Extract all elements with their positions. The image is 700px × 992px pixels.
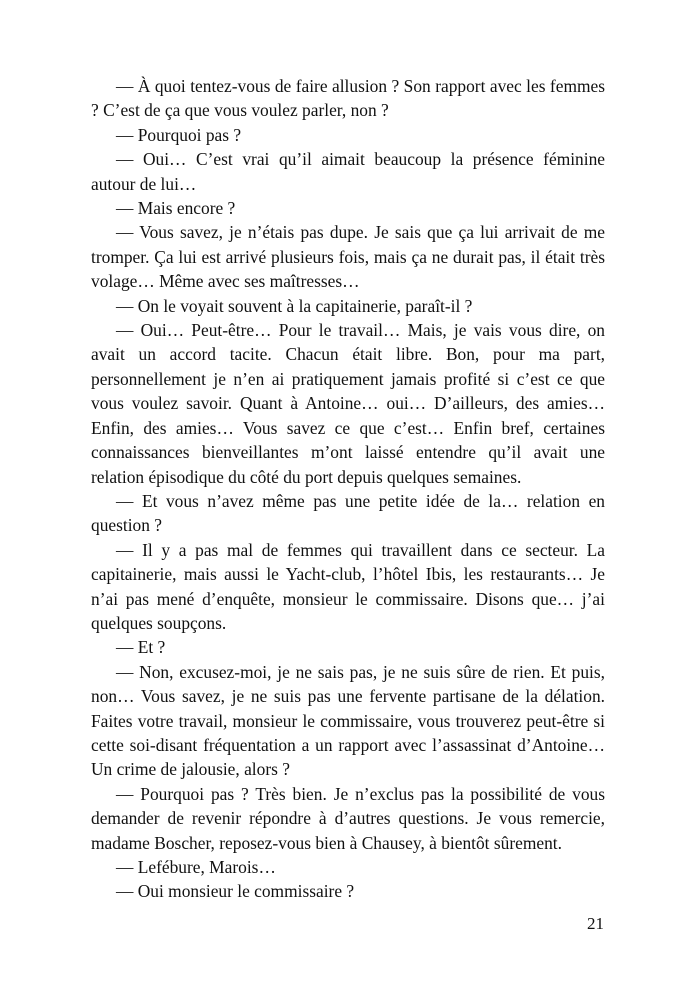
dialogue-paragraph-4: — Mais encore ? [116,198,236,219]
dialogue-paragraph-11: — Non, excusez-moi, je ne sais pas, je ne suis sûre de rien. Et puis, non… Vous savez, je ne suis pas une fervente partisane de la délation. Faites votre travail, monsieur le commissaire, vous trouverez peut-être si cette soi-disant fréquentation a un rapport avec l’assassinat d’Antoine… Un crime de jalousie, alors ? [91,661,605,780]
dialogue-paragraph-8: — Et vous n’avez même pas une petite idée de la… relation en question ? [91,490,605,536]
dialogue-paragraph-13: — Lefébure, Marois… [116,857,276,877]
dialogue-paragraph-2: — Pourquoi pas ? [116,124,242,145]
dialogue-paragraph-12: — Pourquoi pas ? Très bien. Je n’exclus pas la possibilité de vous demander de revenir répondre à d’autres questions. Je vous remercie, madame Boscher, reposez-vous bien à Chausey, à bientôt sûrement. [91,783,605,853]
page-number: 21 [587,914,604,933]
body-text [91,74,605,904]
dialogue-paragraph-10: — Et ? [116,637,166,658]
dialogue-paragraph-6: — On le voyait souvent à la capitainerie, paraît-il ? [116,295,473,316]
dialogue-paragraph-14: — Oui monsieur le commissaire ? [116,881,355,902]
dialogue-paragraph-3: — Oui… C’est vrai qu’il aimait beaucoup la présence féminine autour de lui… [91,149,605,194]
dialogue-paragraph-7: — Oui… Peut-être… Pour le travail… Mais, je vais vous dire, on avait un accord tacite. Chacun était libre. Bon, pour ma part, personnellement je n’en ai pratiquement jamais profité si c’est ce que vous voulez savoir. Quant à Antoine… oui… D’ailleurs, des amies… Enfin, des amies… Vous savez ce que c’est… Enfin bref, certaines connaissances bienveillantes m’ont laissé entendre qu’il avait une relation épisodique du côté du port depuis quelques semaines. [91,320,605,487]
dialogue-paragraph-9: — Il y a pas mal de femmes qui travaillent dans ce secteur. La capitainerie, mais aussi le Yacht-club, l’hôtel Ibis, les restaurants… Je n’ai pas mené d’enquête, monsieur le commissaire. Disons que… j’ai quelques soupçons. [91,539,605,633]
dialogue-paragraph-5: — Vous savez, je n’étais pas dupe. Je sais que ça lui arrivait de me tromper. Ça lui est arrivé plusieurs fois, mais ça ne durait pas, il était très volage… Même avec ses maîtresses… [91,222,605,292]
dialogue-paragraph-1: — À quoi tentez-vous de faire allusion ? Son rapport avec les femmes ? C’est de ça que vous voulez parler, non ? [91,76,605,121]
